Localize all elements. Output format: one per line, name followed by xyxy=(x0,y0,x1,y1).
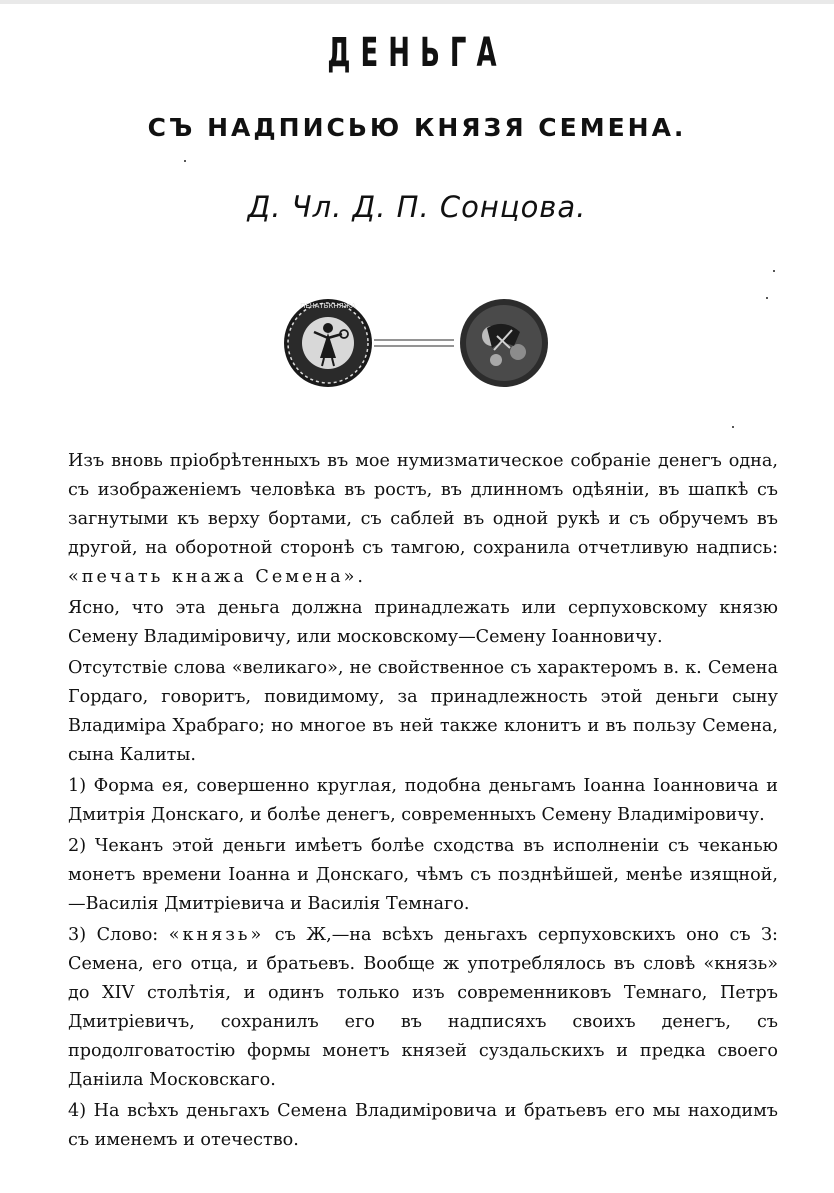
coin-reverse-tamga-icon xyxy=(460,299,548,387)
paragraph-1-tail: . xyxy=(357,567,363,587)
coin-illustration xyxy=(282,288,552,398)
paragraph-3 xyxy=(68,654,778,770)
paragraph-6-tail: съ Ж,—на всѣхъ деньгахъ серпуховскихъ оно съ З: Семена, его отца, и братьевъ. Вообще ж употреблялось въ словѣ «князь» до XIV столѣтія, и одинъ только изъ современниковъ Темнаго, Петръ Дмитріевичъ, сохранилъ его въ надписяхъ своихъ денегъ, съ продолговатостію формы монетъ князей суздальскихъ и предка своего Даніила Московскаго. xyxy=(68,925,778,1090)
paragraph-7 xyxy=(68,1097,778,1155)
page-title: ДЕНЬГА xyxy=(327,30,507,76)
paragraph-1-spaced-text: «печать кнажа Семена» xyxy=(68,567,358,587)
paragraph-5 xyxy=(68,832,778,919)
author-line: Д. Чл. Д. П. Сонцова. xyxy=(247,190,587,224)
paragraph-6 xyxy=(68,921,778,1095)
print-speck xyxy=(773,270,775,272)
paragraph-7-text: 4) На всѣхъ деньгахъ Семена Владиміровича и братьевъ его мы находимъ съ именемъ и отечество. xyxy=(68,1101,778,1150)
page-subtitle: СЪ НАДПИСЬЮ КНЯЗЯ СЕМЕНА. xyxy=(147,113,687,142)
print-speck xyxy=(184,160,186,162)
paragraph-6-spaced-text: «князь» xyxy=(168,925,265,945)
coin-legend: ПЕЧАТЬКНЯЖА xyxy=(300,302,356,310)
coin-obverse-figure-icon xyxy=(284,299,372,387)
paragraph-2-text: Ясно, что эта деньга должна принадлежать или серпуховскому князю Семену Владиміровичу, или московскому—Семену Іоанновичу. xyxy=(68,598,778,647)
paragraph-2 xyxy=(68,594,778,652)
paragraph-1 xyxy=(68,447,778,592)
paragraph-5-text: 2) Чеканъ этой деньги имѣетъ болѣе сходства въ исполненіи съ чеканью монетъ времени Іоанна и Донскаго, чѣмъ съ позднѣйшей, менѣе изящной,—Василія Дмитріевича и Василія Темнаго. xyxy=(68,836,778,914)
article-body xyxy=(68,447,778,1157)
top-border xyxy=(0,0,834,4)
paragraph-4 xyxy=(68,772,778,830)
paragraph-6-text: 3) Слово: xyxy=(68,925,169,945)
paragraph-1-text: Изъ вновь пріобрѣтенныхъ въ мое нумизматическое собраніе денегъ одна, съ изображеніемъ человѣка въ ростъ, въ длинномъ одѣяніи, въ шапкѣ съ загнутыми къ верху бортами, съ саблей въ одной рукѣ и съ обручемъ въ другой, на оборотной сторонѣ съ тамгою, сохранила отчетливую надпись: xyxy=(68,451,778,558)
print-speck xyxy=(732,426,734,428)
paragraph-3-text: Отсутствіе слова «великаго», не свойственное съ характеромъ в. к. Семена Гордаго, говоритъ, повидимому, за принадлежность этой деньги сыну Владиміра Храбраго; но многое въ ней также клонитъ и въ пользу Семена, сына Калиты. xyxy=(68,658,778,765)
paragraph-4-text: 1) Форма ея, совершенно круглая, подобна деньгамъ Іоанна Іоанновича и Дмитрія Донскаго, и болѣе денегъ, современныхъ Семену Владиміровичу. xyxy=(68,776,778,825)
print-speck xyxy=(766,297,768,299)
